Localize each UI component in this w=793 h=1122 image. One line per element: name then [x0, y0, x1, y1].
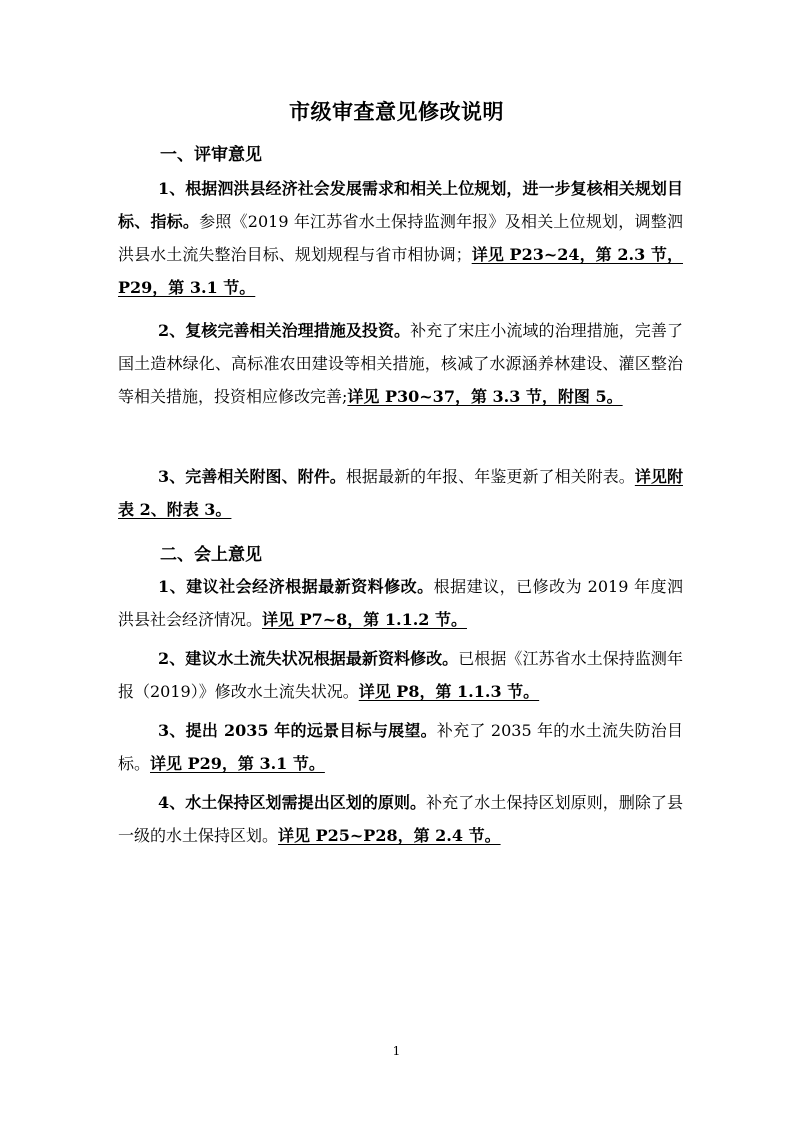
section-heading-review: 一、评审意见: [160, 145, 262, 165]
meeting-item-2: [118, 642, 683, 708]
item-lead: 2、复核完善相关治理措施及投资。: [158, 321, 411, 340]
item-body: 补充了水土保持区划原则，删除了县一级的水土保持区划。: [118, 793, 683, 845]
item-reference: 详见 P8，第 1.1.3 节。: [358, 682, 540, 701]
item-body: 根据建议，已修改为 2019 年度泗洪县社会经济情况。: [118, 577, 683, 629]
item-body: 已根据《江苏省水土保持监测年报（2019）》修改水土流失状况。: [118, 649, 683, 701]
review-item-2: [118, 314, 683, 413]
item-body: 根据最新的年报、年鉴更新了相关附表。: [345, 467, 635, 486]
page-number: 1: [392, 1044, 401, 1058]
item-lead: 1、根据泗洪县经济社会发展需求和相关上位规划，进一步复核相关规划目标、指标。: [118, 179, 683, 231]
item-body: 补充了宋庄小流域的治理措施，完善了国土造林绿化、高标准农田建设等相关措施，核减了水源涵养林建设、灌区整治等相关措施，投资相应修改完善;: [118, 321, 683, 406]
item-lead: 2、建议水土流失状况根据最新资料修改。: [158, 649, 459, 668]
review-item-3: [118, 460, 683, 526]
meeting-item-1: [118, 570, 683, 636]
meeting-item-4: [118, 786, 683, 852]
item-reference: 详见 P7~8，第 1.1.2 节。: [262, 610, 467, 629]
review-item-1: [118, 172, 683, 304]
item-body: 参照《2019 年江苏省水土保持监测年报》及相关上位规划，调整泗洪县水土流失整治目标、规划规程与省市相协调；: [118, 212, 683, 264]
item-lead: 3、完善相关附图、附件。: [158, 467, 346, 486]
item-lead: 1、建议社会经济根据最新资料修改。: [158, 577, 434, 596]
document-title: 市级审查意见修改说明: [289, 99, 504, 124]
item-lead: 4、水土保持区划需提出区划的原则。: [158, 793, 427, 812]
item-reference: 详见 P29，第 3.1 节。: [150, 754, 325, 773]
item-lead: 3、提出 2035 年的远景目标与展望。: [158, 721, 437, 740]
item-reference: 详见 P30~37，第 3.3 节，附图 5。: [347, 387, 623, 406]
item-reference: 详见附表 2、附表 3。: [118, 467, 683, 519]
meeting-item-3: [118, 714, 683, 780]
item-reference: 详见 P25~P28，第 2.4 节。: [278, 826, 501, 845]
item-reference: 详见 P23~24，第 2.3 节，P29，第 3.1 节。: [118, 245, 683, 297]
section-heading-meeting: 二、会上意见: [160, 545, 262, 565]
item-body: 补充了 2035 年的水土流失防治目标。: [118, 721, 683, 773]
